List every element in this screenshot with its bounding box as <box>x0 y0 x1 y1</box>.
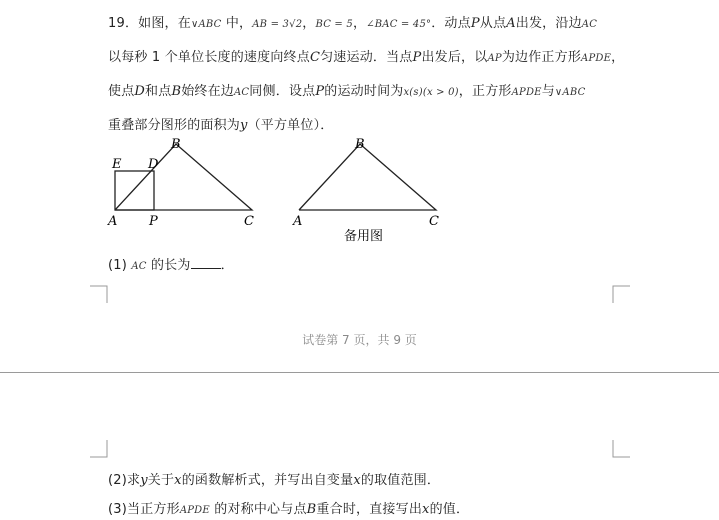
problem-line-2: 以每秒 1 个单位长度的速度向终点C匀速运动．当点P出发后，以AP为边作正方形APDE， <box>108 50 625 65</box>
label-b: B <box>171 137 181 152</box>
crop-mark-right <box>612 285 630 303</box>
label-e: E <box>112 157 122 172</box>
triangle-abc <box>115 144 252 210</box>
problem-line-1: 19．如图，在∨ABC 中，AB = 3√2，BC = 5，∠BAC = 45°．动点P从点A出发，沿边AC <box>108 16 598 31</box>
problem-line-4: 重叠部分图形的面积为y（平方单位）． <box>108 118 334 133</box>
page-footer: 试卷第 7 页，共 9 页 <box>302 333 417 347</box>
crop-mark-left-2 <box>90 440 108 458</box>
label-a-spare: A <box>293 214 303 229</box>
page-separator <box>0 372 719 373</box>
question-1: (1) AC 的长为 ． <box>108 258 234 273</box>
triangle-abc-spare <box>299 144 436 210</box>
problem-number: 19． <box>108 16 139 31</box>
figure-spare <box>290 134 450 246</box>
label-b-spare: B <box>355 137 365 152</box>
question-2: (2)求y关于x的函数解析式，并写出自变量x的取值范围． <box>108 473 441 488</box>
crop-mark-left <box>90 285 108 303</box>
spare-figure-caption: 备用图 <box>344 229 384 244</box>
problem-line-3: 使点D和点B始终在边AC同侧．设点P的运动时间为x(s)(x > 0)，正方形APDE与∨ABC <box>108 84 586 99</box>
label-a: A <box>108 214 118 229</box>
question-3: (3)当正方形APDE 的对称中心与点B重合时，直接写出x的值． <box>108 502 470 517</box>
crop-mark-right-2 <box>612 440 630 458</box>
label-c-spare: C <box>429 214 439 229</box>
label-d: D <box>148 157 159 172</box>
answer-blank[interactable] <box>191 256 221 269</box>
label-p: P <box>149 214 158 229</box>
figure-main <box>100 134 270 234</box>
label-c: C <box>244 214 254 229</box>
